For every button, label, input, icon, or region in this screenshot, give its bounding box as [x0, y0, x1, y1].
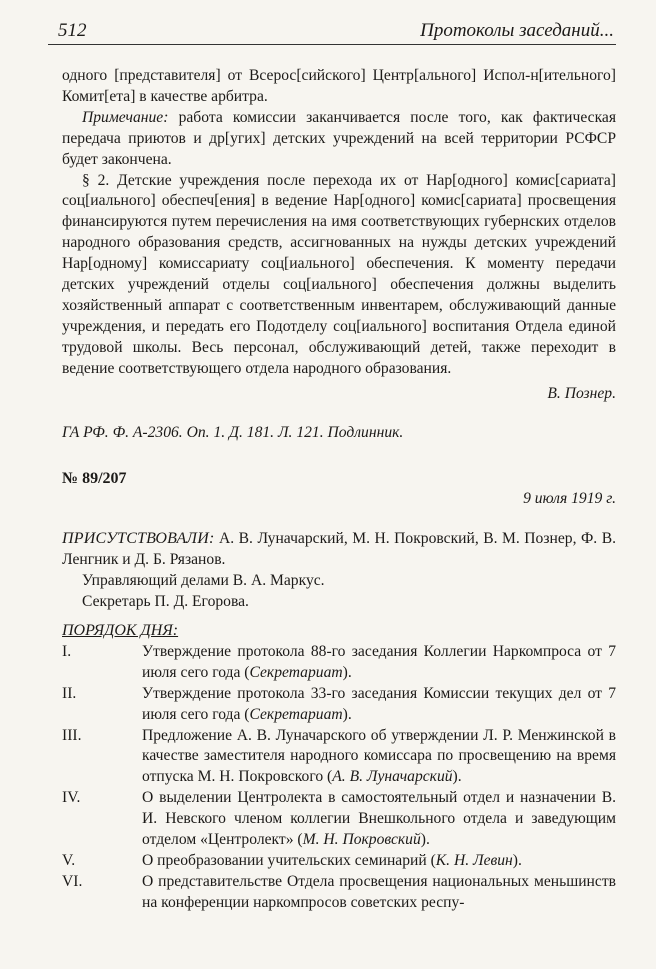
agenda-item-number: VI.	[62, 872, 83, 890]
agenda-item	[62, 872, 616, 914]
business-manager: Управляющий делами В. А. Маркус.	[82, 572, 325, 590]
agenda-item-text: О преобразовании учительских семинарий (К. Н. Левин).	[142, 852, 522, 869]
agenda-item-speaker: М. Н. Покровский	[302, 831, 421, 849]
agenda-item-number: III.	[62, 726, 82, 744]
agenda-item	[62, 851, 616, 872]
note-label: Примечание:	[82, 108, 169, 126]
agenda-item-speaker: А. В. Луначарский	[332, 768, 453, 786]
agenda-item-speaker: К. Н. Левин	[435, 852, 513, 869]
agenda-list	[62, 642, 616, 914]
page-number: 512	[58, 20, 87, 41]
paragraph-continuation: одного [представителя] от Всерос[сийского] Центр[ального] Испол-н[ительного] Комит[ета] в качестве арбитра.	[62, 67, 616, 105]
agenda-item	[62, 684, 616, 726]
paragraph-section-2: § 2. Детские учреждения после перехода их от Нар[одного] комис[сариата] соц[иального] обеспеч[ения] в ведение Нар[одного] комис[сариата] просвещения финансируются путем перечисления на имя соответствующих губернских отделов народного образования средств, ассигнованных на нужды детских учреждений Нар[одному] комиссариату соц[иального] обеспечения. К моменту передачи детских учреждений отделы соц[иального] обеспечения должны выделить хозяйственный аппарат с соответственным инвентарем, обслуживающий данные учреждения, и передать его Подотделу соц[иального] воспитания Отдела единой трудовой школы. Весь персонал, обслуживающий детей, также переходит в ведение соответствующего отдела народного образования.	[62, 171, 616, 377]
signature: В. Познер.	[547, 384, 616, 402]
agenda-item-number: I.	[62, 642, 72, 660]
agenda-item	[62, 788, 616, 851]
document-date: 9 июля 1919 г.	[523, 490, 616, 508]
agenda-item-number: V.	[62, 852, 76, 869]
agenda-item-speaker: Секретариат	[249, 663, 343, 681]
running-header	[48, 14, 616, 45]
agenda-item-speaker: Секретариат	[249, 705, 343, 723]
agenda-item-number: IV.	[62, 789, 81, 807]
agenda-item-text: Утверждение протокола 88-го заседания Коллегии Наркомпроса от 7 июля сего года (Секретариат).	[142, 642, 616, 681]
agenda-item-number: II.	[62, 684, 77, 702]
agenda-item	[62, 726, 616, 789]
agenda-item-text: О представительстве Отдела просвещения национальных меньшинств на конференции наркомпросов советских респу-	[142, 872, 616, 911]
agenda-item-text: О выделении Центролекта в самостоятельный отдел и назначении В. И. Невского членом коллегии Внешкольного отдела и заведующим отделом «Центролект» (М. Н. Покровский).	[142, 789, 616, 849]
secretary: Секретарь П. Д. Егорова.	[82, 593, 249, 611]
attendees-label: ПРИСУТСТВОВАЛИ:	[62, 530, 215, 548]
agenda-title: ПОРЯДОК ДНЯ:	[62, 622, 179, 640]
attendees	[62, 529, 616, 571]
document-number: № 89/207	[62, 470, 127, 488]
note-paragraph	[62, 108, 616, 171]
attendees-list: А. В. Луначарский, М. Н. Покровский, В. М. Познер, Ф. В. Ленгник и Д. Б. Рязанов.	[62, 530, 616, 569]
agenda-item-text: Утверждение протокола 33-го заседания Комиссии текущих дел от 7 июля сего года (Секретариат).	[142, 684, 616, 723]
archive-source: ГА РФ. Ф. А-2306. Оп. 1. Д. 181. Л. 121. Подлинник.	[62, 423, 404, 441]
page-body	[62, 66, 616, 914]
document-heading	[62, 469, 616, 513]
running-title: Протоколы заседаний...	[420, 20, 614, 41]
agenda-item-text: Предложение А. В. Луначарского об утверждении Л. Р. Менжинской в качестве заместителя народного комиссара по просвещению на время отпуска М. Н. Покровского (А. В. Луначарский).	[142, 726, 616, 786]
agenda-item	[62, 642, 616, 684]
note-text: работа комиссии заканчивается после того, как фактическая передача приютов и др[угих] детских учреждений на всей территории РСФСР будет закончена.	[62, 108, 616, 168]
